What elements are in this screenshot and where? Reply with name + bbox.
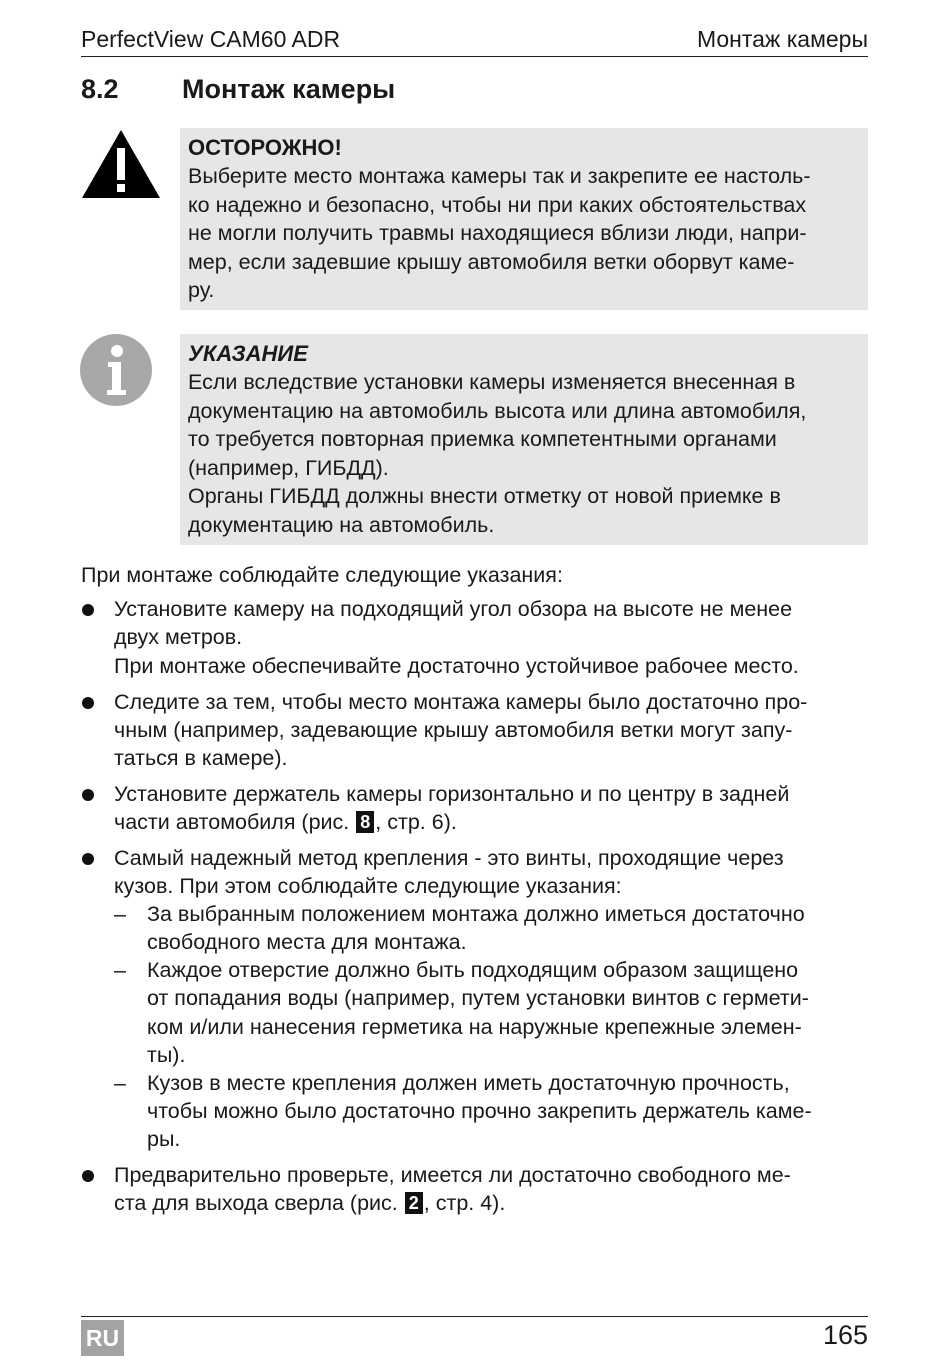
list-item-line — [114, 1191, 505, 1216]
bullet-icon — [82, 853, 94, 865]
subitem-line: Каждое отверстие должно быть подходящим образом защищено — [147, 958, 799, 982]
bullet-icon — [82, 604, 94, 616]
list-item-line: кузов. При этом соблюдайте следующие указания: — [114, 874, 622, 898]
list-item-text: , стр. 4). — [423, 1191, 506, 1215]
footer-divider — [81, 1316, 868, 1317]
list-item-line: чным (например, задевающие крышу автомобиля ветки могут запу- — [114, 718, 793, 742]
page-header — [81, 24, 868, 57]
list-item-line: Самый надежный метод крепления - это винты, проходящие через — [114, 846, 784, 870]
dash-marker: – — [114, 1071, 126, 1095]
figure-ref-badge: 2 — [405, 1192, 423, 1214]
subitem-line: чтобы можно было достаточно прочно закрепить держатель каме- — [147, 1099, 812, 1123]
note-line: (например, ГИБДД). — [188, 455, 389, 480]
warning-box — [180, 128, 868, 310]
list-item-line: При монтаже обеспечивайте достаточно устойчивое рабочее место. — [114, 654, 799, 678]
subitem-line: ком и/или нанесения герметика на наружные крепежные элемен- — [147, 1015, 802, 1039]
page-number: 165 — [822, 1320, 868, 1350]
note-line: документацию на автомобиль высота или длина автомобиля, — [188, 398, 807, 423]
list-item-line: Установите камеру на подходящий угол обзора на высоте не менее — [114, 597, 793, 621]
warning-line: мер, если задевшие крышу автомобиля ветки оборвут каме- — [188, 249, 795, 274]
warning-title: ОСТОРОЖНО! — [188, 135, 342, 160]
list-item-line: двух метров. — [114, 625, 243, 649]
note-line: Если вследствие установки камеры изменяется внесенная в — [188, 370, 796, 394]
subitem-line: ры. — [147, 1127, 181, 1151]
list-item-line: Предварительно проверьте, имеется ли достаточно свободного ме- — [114, 1163, 791, 1187]
figure-ref-badge: 8 — [356, 811, 374, 833]
list-item-text: , стр. 6). — [375, 810, 457, 834]
intro-text: При монтаже соблюдайте следующие указания: — [81, 563, 563, 587]
note-line: документацию на автомобиль. — [188, 512, 495, 537]
list-item-line: Установите держатель камеры горизонтально и по центру в задней — [114, 782, 790, 806]
note-line: то требуется повторная приемка компетентными органами — [188, 427, 777, 451]
warning-line: ко надежно и безопасно, чтобы ни при каких обстоятельствах — [188, 192, 807, 217]
note-title: УКАЗАНИЕ — [188, 341, 308, 366]
list-item-text: части автомобиля (рис. — [114, 810, 350, 834]
note-box — [180, 334, 868, 545]
list-item-line: таться в камере). — [114, 746, 288, 770]
list-item-line: Следите за тем, чтобы место монтажа камеры было достаточно про- — [114, 690, 808, 714]
warning-line: Выберите место монтажа камеры так и закрепите ее настоль- — [188, 164, 811, 188]
subitem-line: За выбранным положением монтажа должно иметься достаточно — [147, 902, 805, 926]
bullet-icon — [82, 1170, 94, 1182]
bullet-icon — [82, 697, 94, 709]
language-badge: RU — [81, 1320, 124, 1356]
subitem-line: ты). — [147, 1043, 186, 1067]
warning-line: не могли получить травмы находящиеся вблизи люди, напри- — [188, 221, 807, 245]
section-title: Монтаж камеры — [182, 74, 396, 104]
warning-triangle-icon — [80, 128, 162, 200]
list-item-line — [114, 810, 457, 835]
section-number: 8.2 — [81, 74, 119, 104]
warning-line: ру. — [188, 278, 215, 302]
dash-marker: – — [114, 902, 126, 926]
header-product: PerfectView CAM60 ADR — [81, 26, 341, 52]
subitem-line: от попадания воды (например, путем установки винтов с гермети- — [147, 986, 809, 1010]
list-item-text: ста для выхода сверла (рис. — [114, 1191, 398, 1215]
subitem-line: Кузов в месте крепления должен иметь достаточную прочность, — [147, 1071, 790, 1095]
header-section: Монтаж камеры — [696, 26, 868, 52]
bullet-icon — [82, 789, 94, 801]
info-icon — [79, 333, 153, 407]
dash-marker: – — [114, 958, 126, 982]
subitem-line: свободного места для монтажа. — [147, 930, 467, 954]
note-line: Органы ГИБДД должны внести отметку от новой приемке в — [188, 484, 781, 508]
